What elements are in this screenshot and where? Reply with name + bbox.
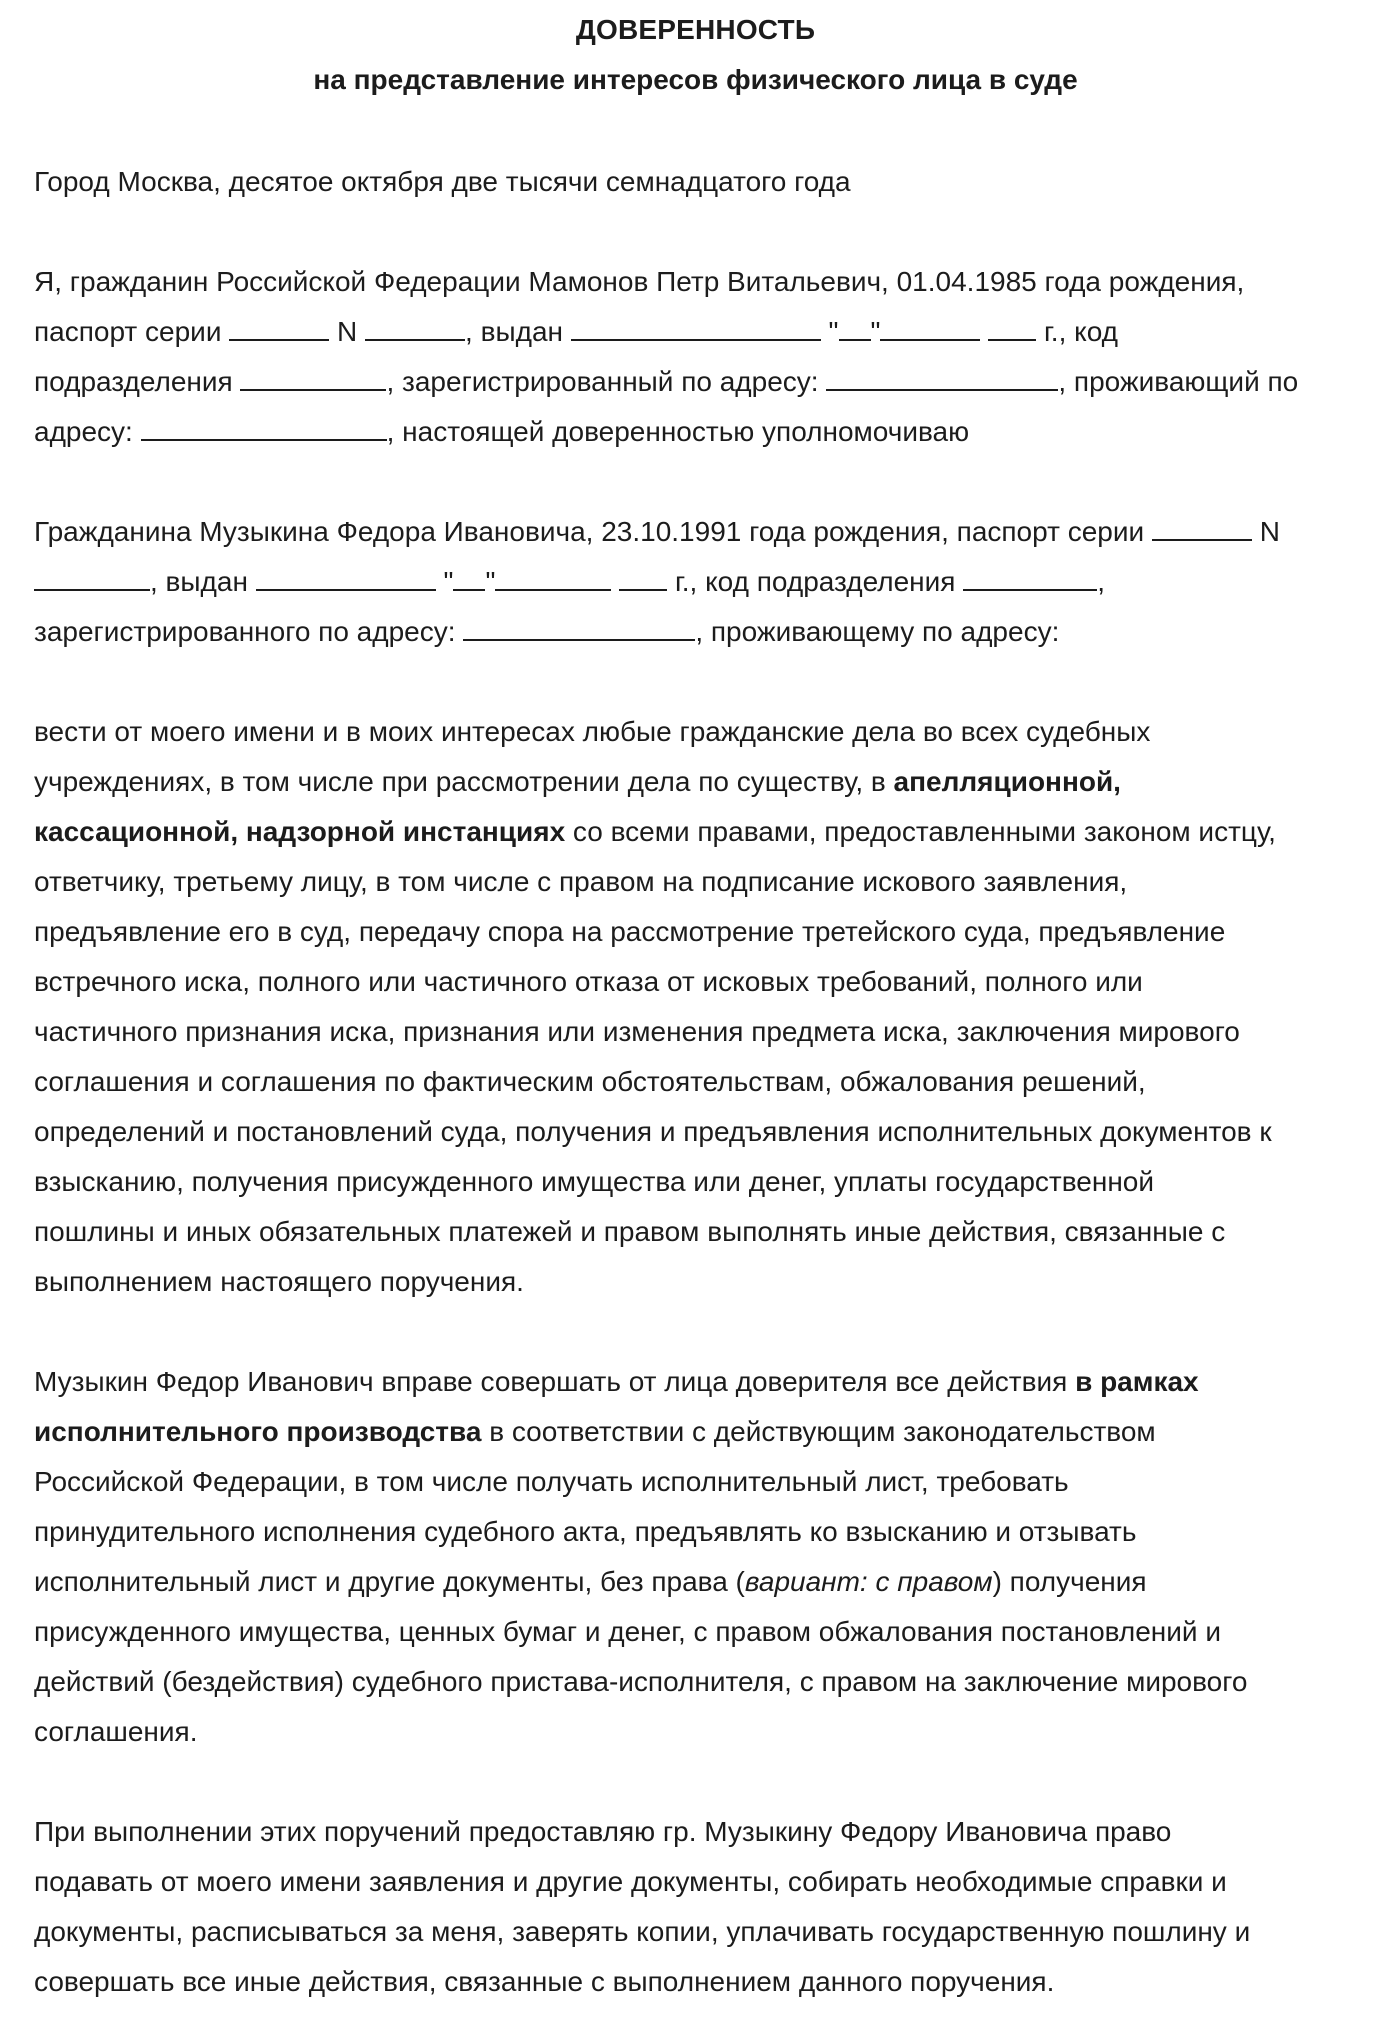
enforcement-paragraph [34, 1357, 1374, 1757]
enforcement-line-8: соглашения. [34, 1716, 198, 1747]
appeal-instance-bold: апелляционной, [893, 766, 1121, 797]
agent-date-open-quote: " [443, 566, 454, 597]
year-code-label: г., код [1044, 316, 1119, 347]
document-subtitle: на представление интересов физического лица в суде [313, 64, 1078, 95]
powers-line-7: частичного признания иска, признания или изменения предмета иска, заключения мирового [34, 1016, 1240, 1047]
enforcement-line-1-text: Музыкин Федор Иванович вправе совершать от лица доверителя все действия [34, 1366, 1076, 1397]
residence-address-blank [141, 417, 387, 441]
place-date-paragraph [34, 157, 1374, 207]
agent-date-close-quote: " [485, 566, 496, 597]
principal-line-2 [34, 307, 1374, 357]
enforcement-line-5-text: исполнительный лист и другие документы, без права ( [34, 1566, 745, 1597]
powers-line-1: вести от моего имени и в моих интересах любые гражданские дела во всех судебных [34, 716, 1151, 747]
powers-paragraph [34, 707, 1374, 1307]
issued-by-label: , выдан [465, 316, 563, 347]
authorize-text: , настоящей доверенностью уполномочиваю [386, 416, 970, 447]
division-code-blank [240, 367, 386, 391]
enforcement-line-3: Российской Федерации, в том числе получать исполнительный лист, требовать [34, 1466, 1069, 1497]
enforcement-line-2 [34, 1407, 1374, 1457]
date-close-quote: " [870, 316, 881, 347]
agent-comma: , [1097, 566, 1105, 597]
powers-line-3 [34, 807, 1374, 857]
agent-division-code-label: г., код подразделения [674, 566, 956, 597]
passport-series-blank [229, 317, 329, 341]
document-title: ДОВЕРЕННОСТЬ [575, 14, 816, 45]
residence-address-label: адресу: [34, 416, 133, 447]
principal-paragraph [34, 257, 1374, 457]
enforcement-line-4: принудительного исполнения судебного акта, предъявлять ко взысканию и отзывать [34, 1516, 1137, 1547]
additional-line-3: документы, расписываться за меня, заверять копии, уплачивать государственную пошлину и [34, 1916, 1251, 1947]
enforcement-line-5-end: ) получения [992, 1566, 1147, 1597]
powers-line-4: ответчику, третьему лицу, в том числе с правом на подписание искового заявления, [34, 866, 1128, 897]
agent-passport-series-blank [1152, 517, 1252, 541]
additional-line-2: подавать от моего имени заявления и другие документы, собирать необходимые справки и [34, 1866, 1227, 1897]
residence-label: , проживающий по [1058, 366, 1299, 397]
agent-division-code-blank [963, 567, 1097, 591]
registration-address-label: , зарегистрированный по адресу: [386, 366, 819, 397]
agent-line-2 [34, 557, 1374, 607]
agent-issue-year-blank [619, 567, 667, 591]
agent-issued-by-label: , выдан [150, 566, 248, 597]
enforcement-line-2-text: в соответствии с действующим законодательством [481, 1416, 1156, 1447]
additional-paragraph [34, 1807, 1374, 2007]
passport-number-blank [365, 317, 465, 341]
agent-passport-number-blank [34, 567, 150, 591]
date-open-quote: " [828, 316, 839, 347]
principal-line-1: Я, гражданин Российской Федерации Мамонов Петр Витальевич, 01.04.1985 года рождения, [34, 266, 1245, 297]
enforcement-scope-bold-1: в рамках [1075, 1366, 1199, 1397]
powers-line-3-text: со всеми правами, предоставленными законом истцу, [565, 816, 1276, 847]
place-date-line: Город Москва, десятое октября две тысячи семнадцатого года [34, 166, 851, 197]
principal-line-4 [34, 407, 1374, 457]
enforcement-scope-bold-2: исполнительного производства [34, 1416, 482, 1447]
agent-registration-blank [463, 617, 695, 641]
issue-year-blank [988, 317, 1036, 341]
enforcement-line-7: действий (бездействия) судебного пристава-исполнителя, с правом на заключение мирового [34, 1666, 1248, 1697]
agent-paragraph [34, 507, 1374, 657]
issue-day-blank [839, 317, 871, 341]
powers-line-11: пошлины и иных обязательных платежей и правом выполнять иные действия, связанные с [34, 1216, 1226, 1247]
additional-line-1: При выполнении этих поручений предоставляю гр. Музыкину Федору Ивановича право [34, 1816, 1172, 1847]
powers-line-2-text: учреждениях, в том числе при рассмотрении дела по существу, в [34, 766, 894, 797]
principal-line-3 [34, 357, 1374, 407]
passport-number-label: N [337, 316, 358, 347]
agent-residence-label: , проживающему по адресу: [695, 616, 1060, 647]
powers-line-12: выполнением настоящего поручения. [34, 1266, 524, 1297]
powers-line-9: определений и постановлений суда, получения и предъявления исполнительных документов к [34, 1116, 1272, 1147]
issue-month-blank [880, 317, 980, 341]
agent-line-1 [34, 507, 1374, 557]
powers-line-5: предъявление его в суд, передачу спора на рассмотрение третейского суда, предъявление [34, 916, 1226, 947]
agent-passport-number-label: N [1259, 516, 1280, 547]
agent-name-text: Гражданина Музыкина Федора Ивановича, 23.10.1991 года рождения, паспорт серии [34, 516, 1145, 547]
enforcement-line-5 [34, 1557, 1374, 1607]
powers-line-2 [34, 757, 1374, 807]
enforcement-line-6: присужденного имущества, ценных бумаг и денег, с правом обжалования постановлений и [34, 1616, 1221, 1647]
agent-line-3 [34, 607, 1374, 657]
issued-by-blank [571, 317, 821, 341]
enforcement-line-1 [34, 1357, 1374, 1407]
passport-series-label: паспорт серии [34, 316, 222, 347]
cassation-instance-bold: кассационной, надзорной инстанциях [34, 816, 566, 847]
powers-line-8: соглашения и соглашения по фактическим обстоятельствам, обжалования решений, [34, 1066, 1146, 1097]
powers-line-10: взысканию, получения присужденного имущества или денег, уплаты государственной [34, 1166, 1154, 1197]
powers-line-6: встречного иска, полного или частичного отказа от исковых требований, полного или [34, 966, 1143, 997]
registration-address-blank [826, 367, 1058, 391]
additional-line-4: совершать все иные действия, связанные с выполнением данного поручения. [34, 1966, 1055, 1997]
agent-issued-by-blank [256, 567, 436, 591]
agent-issue-month-blank [495, 567, 611, 591]
agent-issue-day-blank [453, 567, 485, 591]
variant-italic: вариант: с правом [744, 1566, 993, 1597]
agent-registration-label: зарегистрированного по адресу: [34, 616, 456, 647]
division-code-label: подразделения [34, 366, 233, 397]
